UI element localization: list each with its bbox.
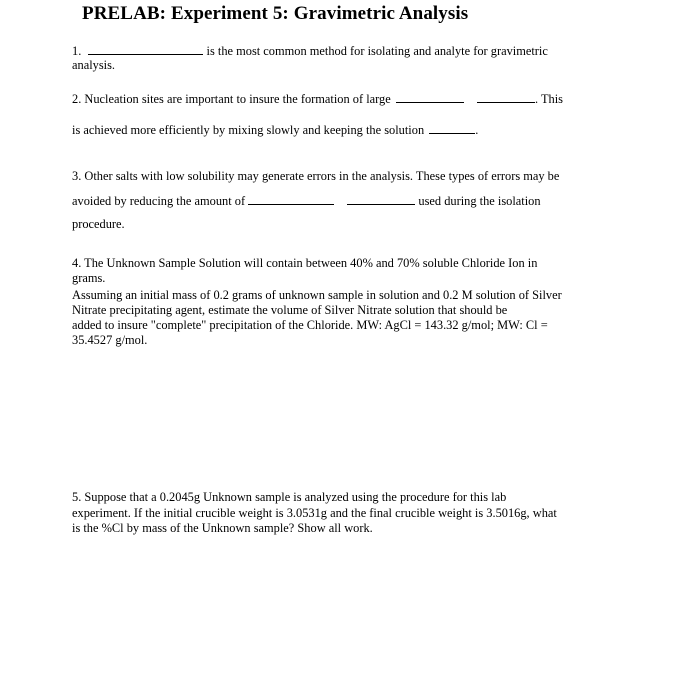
question-4-line-2: grams.: [72, 271, 106, 285]
question-2-text-end: . This: [534, 92, 563, 106]
page-title: PRELAB: Experiment 5: Gravimetric Analysis: [82, 3, 469, 24]
question-3-line-1: 3. Other salts with low solubility may generate errors in the analysis. These types of errors may be: [72, 169, 560, 183]
question-2-answer-blank-1[interactable]: [396, 91, 464, 103]
question-2-text-line-2-end: .: [475, 123, 479, 137]
question-4-line-6: 35.4527 g/mol.: [72, 333, 148, 347]
question-3-line-3: procedure.: [72, 217, 125, 231]
question-1-text: is the most common method for isolating and analyte for gravimetric: [206, 44, 548, 58]
question-2-answer-blank-3[interactable]: [429, 122, 475, 134]
question-1-number: 1.: [72, 44, 82, 58]
question-1-line-2: analysis.: [72, 58, 116, 72]
question-4-line-5: added to insure "complete" precipitation of the Chloride. MW: AgCl = 143.32 g/mol; MW: Cl =: [72, 318, 548, 332]
question-3-answer-blank-2[interactable]: [347, 193, 415, 205]
question-4-line-3: Assuming an initial mass of 0.2 grams of unknown sample in solution and 0.2 M solution of Silver: [72, 288, 562, 302]
question-2-answer-blank-2[interactable]: [477, 91, 535, 103]
question-2-text-start: 2. Nucleation sites are important to insure the formation of large: [72, 92, 391, 106]
question-3-text-end: used during the isolation: [418, 194, 541, 208]
question-1-answer-blank[interactable]: [88, 43, 203, 55]
question-4-line-4: Nitrate precipitating agent, estimate the volume of Silver Nitrate solution that should be: [72, 303, 508, 317]
question-3-answer-blank-1[interactable]: [248, 193, 334, 205]
question-2-text-line-2: is achieved more efficiently by mixing slowly and keeping the solution: [72, 123, 425, 137]
question-5-line-3: is the %Cl by mass of the Unknown sample? Show all work.: [72, 521, 373, 535]
question-5-line-2: experiment. If the initial crucible weight is 3.0531g and the final crucible weight is 3.5016g, what: [72, 506, 557, 520]
question-3-line-2: [72, 193, 541, 208]
question-3-text-start: avoided by reducing the amount of: [72, 194, 246, 208]
question-1-line-1: [72, 43, 548, 58]
question-4-line-1: 4. The Unknown Sample Solution will contain between 40% and 70% soluble Chloride Ion in: [72, 256, 538, 270]
question-5-line-1: 5. Suppose that a 0.2045g Unknown sample is analyzed using the procedure for this lab: [72, 490, 507, 504]
question-2-line-2: [72, 122, 478, 137]
question-2-line-1: [72, 91, 563, 106]
